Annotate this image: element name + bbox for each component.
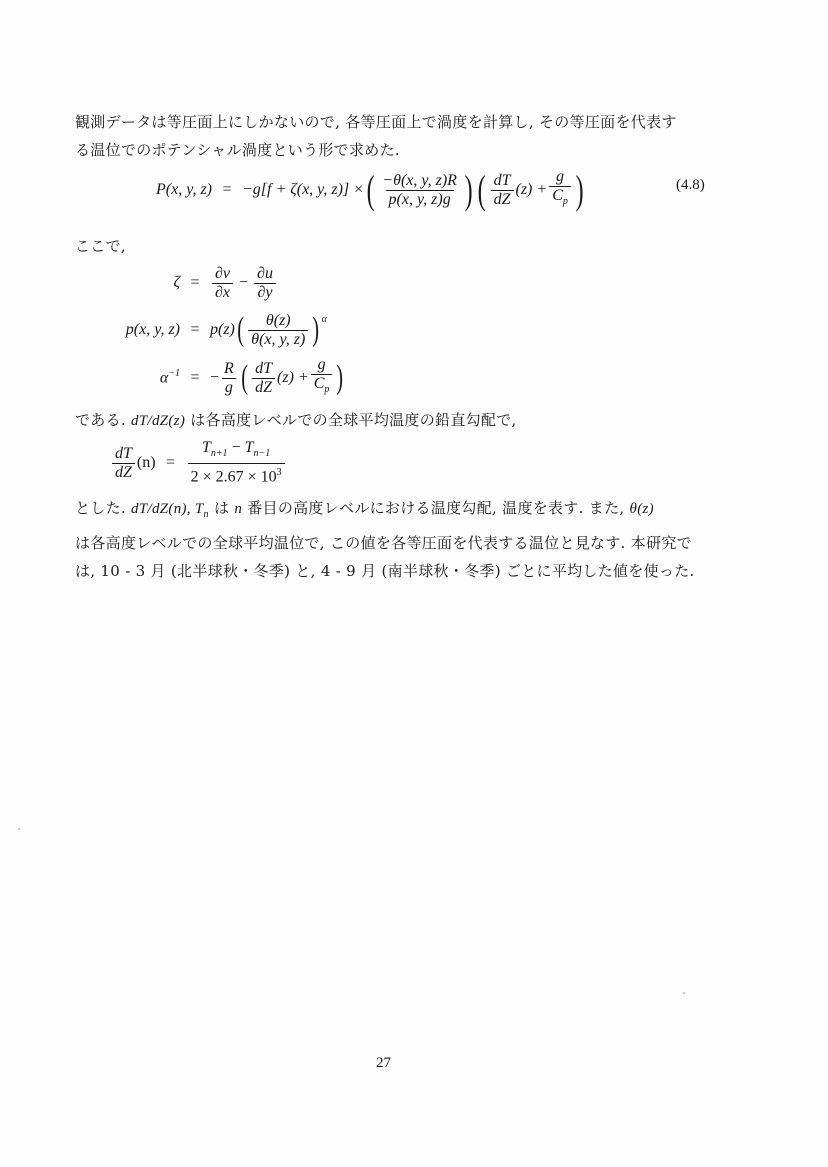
gradient-eq-lhs <box>110 445 156 482</box>
zeta-frac1-den: ∂x <box>212 283 233 302</box>
p-rhs <box>210 312 327 349</box>
zeta-definition <box>110 260 278 306</box>
alpha-arg: (z) + <box>277 369 309 386</box>
gradient-post: は各高度レベルでの全球平均温度の鉛直勾配で, <box>190 411 517 429</box>
eq48-paren-close-1: ) <box>464 167 473 212</box>
scan-speck <box>683 992 685 994</box>
conclusion-l1-c: 番目の高度レベルにおける温度勾配, 温度を表す. また, <box>247 499 625 517</box>
alpha-frac3-den-base: C <box>313 375 325 393</box>
p-pre: p(z) <box>210 321 235 338</box>
eq48-frac1-num: −θ(x, y, z)R <box>382 171 457 189</box>
gradient-den-sup: 3 <box>276 467 282 479</box>
eq48-paren-open-1: ( <box>366 167 375 212</box>
p-frac-num: θ(z) <box>265 311 291 329</box>
alpha-frac2-den: dZ <box>252 378 275 397</box>
alpha-lhs-sup: −1 <box>168 368 180 380</box>
eq48-term1: −g[f + ζ(x, y, z)] × <box>242 181 364 198</box>
p-paren-open: ( <box>237 311 244 348</box>
gradient-num-a: T <box>201 439 211 457</box>
zeta-rhs <box>210 265 278 302</box>
intro-line-1: 観測データは等圧面上にしかないので, 各等圧面上で渦度を計算し, その等圧面を代表す <box>75 113 677 131</box>
gradient-equation <box>110 440 287 486</box>
gradient-num-b: T <box>244 439 254 457</box>
eq48-lhs: P(x, y, z) <box>156 181 212 198</box>
alpha-paren-open: ( <box>241 359 248 396</box>
equation-4-8 <box>112 165 586 215</box>
eq48-equals: = <box>222 181 232 198</box>
gradient-lhs-frac <box>112 445 135 482</box>
p-definition <box>110 306 327 354</box>
gradient-rhs-num <box>199 439 273 463</box>
gradient-line <box>75 406 715 435</box>
eq48-frac3-den-base: C <box>552 187 563 205</box>
p-frac <box>248 312 308 349</box>
conclusion-line-1 <box>75 494 715 529</box>
zeta-frac2 <box>254 265 276 302</box>
alpha-frac2-num: dT <box>255 359 273 377</box>
p-equals: = <box>190 321 200 338</box>
zeta-frac2-num: ∂u <box>257 264 273 282</box>
p-exponent: α <box>321 313 327 325</box>
eq48-frac1 <box>379 172 460 209</box>
alpha-minus: − <box>210 369 220 386</box>
zeta-frac1-num: ∂v <box>215 264 231 282</box>
conclusion-l1-math2: n <box>234 501 243 517</box>
p-paren-close: ) <box>312 311 320 348</box>
conclusion-paragraph <box>75 494 715 585</box>
eq48-frac3-den-sub: p <box>562 196 568 208</box>
alpha-paren-close: ) <box>336 359 344 396</box>
alpha-frac1-den: g <box>222 378 236 397</box>
alpha-definition <box>110 354 346 402</box>
alpha-lhs <box>110 368 180 387</box>
gradient-num-minus: − <box>231 439 241 457</box>
gradient-num-b-sub: n−1 <box>253 448 271 460</box>
eq48-arg: (z) + <box>515 181 548 198</box>
conclusion-l1-math1-base: dT/dZ(n), T <box>131 501 204 517</box>
eq48-frac2 <box>491 172 514 209</box>
alpha-frac3-den <box>311 374 333 399</box>
zeta-equals: = <box>190 274 200 291</box>
gradient-den-base: 2 × 2.67 × 10 <box>190 468 277 486</box>
kokode-text: ここで, <box>75 237 126 255</box>
gradient-rhs-frac <box>188 439 285 487</box>
gradient-paragraph <box>75 406 715 435</box>
gradient-rhs-den <box>188 463 285 486</box>
intro-paragraph <box>75 108 715 164</box>
eq48-frac2-num: dT <box>493 171 511 189</box>
eq48-rhs <box>242 168 586 211</box>
zeta-frac2-den: ∂y <box>254 283 275 302</box>
p-lhs: p(x, y, z) <box>125 321 180 338</box>
conclusion-l1-math3: θ(z) <box>629 501 654 517</box>
alpha-rhs <box>210 356 346 399</box>
gradient-equals: = <box>166 454 176 471</box>
gradient-pre: である. <box>75 411 126 429</box>
alpha-equals: = <box>190 369 200 386</box>
conclusion-l1-b: は <box>213 499 230 517</box>
equation-number: (4.8) <box>676 177 705 193</box>
eq48-frac3 <box>549 168 571 211</box>
alpha-frac3-num: g <box>317 356 326 374</box>
gradient-num-a-sub: n+1 <box>210 448 228 460</box>
eq48-paren-open-2: ( <box>477 167 486 212</box>
gradient-lhs-den: dZ <box>112 463 135 482</box>
gradient-math: dT/dZ(z) <box>131 413 186 429</box>
zeta-minus: − <box>239 274 249 291</box>
page-number: 27 <box>376 1055 391 1071</box>
conclusion-l1-math1-sub: n <box>203 509 209 520</box>
eq48-paren-close-2: ) <box>575 167 584 212</box>
conclusion-line-3: は, 10 - 3 月 (北半球秋・冬季) と, 4 - 9 月 (南半球秋・冬季) ごとに平均した値を使った. <box>75 562 695 580</box>
scan-speck <box>18 828 20 830</box>
conclusion-l1-a: とした. <box>75 499 126 517</box>
gradient-lhs-arg: (n) <box>136 454 156 471</box>
p-frac-den: θ(x, y, z) <box>248 330 308 349</box>
intro-line-2: る温位でのポテンシャル渦度という形で求めた. <box>75 141 400 159</box>
alpha-frac3 <box>311 356 333 399</box>
zeta-frac1 <box>212 265 233 302</box>
eq48-frac1-den: p(x, y, z)g <box>386 190 454 209</box>
conclusion-line-2: は各高度レベルでの全球平均温位で, この値を各等圧面を代表する温位と見なす. 本研究で <box>75 534 692 552</box>
alpha-frac3-den-sub: p <box>324 384 330 396</box>
alpha-frac1-num: R <box>224 359 234 377</box>
kokode-label <box>75 232 715 260</box>
gradient-lhs-num: dT <box>115 444 132 462</box>
eq48-frac2-den: dZ <box>491 190 514 209</box>
eq48-frac3-num: g <box>556 168 565 186</box>
alpha-lhs-base: α <box>159 369 169 387</box>
zeta-lhs: ζ <box>173 274 180 291</box>
conclusion-l1-math1 <box>131 501 209 520</box>
alpha-frac2 <box>252 360 275 397</box>
gradient-rhs <box>186 439 287 487</box>
eq48-frac3-den <box>549 186 571 211</box>
alpha-frac1 <box>221 360 237 397</box>
